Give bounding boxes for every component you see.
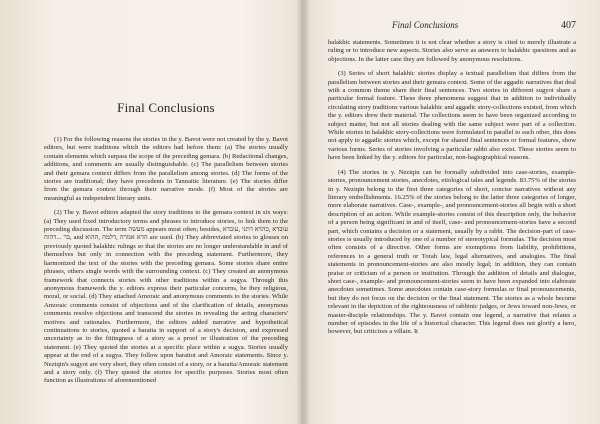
- page-number: 407: [561, 20, 576, 31]
- running-head-title: Final Conclusions: [392, 20, 459, 30]
- paragraph: halakhic statements. Sometimes it is not clear whether a story is cited to merely illustrate a ruling or to introduce new aspects. Stories also serve as answers to halakhic questions and as objections. In the latter case they are followed by anonymous resolutions.: [328, 39, 576, 63]
- paragraph: (4) The stories in y. Neziqin can be formally subdivided into case-stories, example-stories, pronouncement stories, anecdotes, etiological tales and legends. 83.75% of the stories in y. Neziqin belong to the first three categories of short, concise narratives without any literary embellishments. 16.25% of the stories belong to the latter three categories of longer, more elaborate narratives. Case-, example-, and pronouncement-stories all begin with a short description of an action. While example-stories consist of this description only, the behavior of a person being significant in and of itself, case- and pronouncement-stories have a second part, which contains a decision or a statement, usually by a rabbi. The decision-part of case-stories is usually introduced by one of a number of stereotypical formulas. The decision most often consists of a directive. Other forms are exemptions from liability, prohibitions, references to a general truth or Torah law, legal alternatives, and analogies. The final statements in pronouncement-stories are also mostly legal; in addition, they can contain praise or criticism of a person or institution. Through the addition of details and dialogue, short case-, example- and pronouncement-stories seem to have been expanded into elaborate anecdotes sometimes. Some anecdotes contain case-story formulas or final pronouncements, but they do not focus on the decision or the final statement. The stories as a whole become relevant in the depiction of the righteousness of rabbinic judges, or Jews toward non-Jews, or master-disciple relationships. The y. Bavot contain one legend, a narrative that relates a number of episodes in the life of a historical character. This legend does not glorify a hero, however, but criticizes a villain. It: [328, 168, 576, 336]
- running-head: [328, 20, 576, 31]
- paragraph: (3) Series of short halakhic stories display a textual parallelism that differs from the parallelism between stories and their gemara context. Some of the aggadic narratives that deal with a common theme share their final sentences. Two stories in different sugyot share a particular formal feature. These three phenomena suggest that in addition to individually circulating story traditions various halakhic and aggadic story-collections existed, from which the y. editors drew their material. The collections seem to have been organized according to subject matter, but not all stories dealing with the same subject were part of a collection. While stories in halakhic story-collections were formulated in parallel to each other, this does not apply to aggadic stories which, except for shared final sentences or formal features, show various forms. Series of stories involving a particular rabbi also exist. These stories seem to have been linked by the y. editors for particular, non-hagiographical reasons.: [328, 70, 576, 162]
- paragraph: (2) The y. Bavot editors adapted the story traditions to the gemara context in six ways: (a) They used fixed introductory terms and phrases to introduce stories, to link them to the preceding discussion. The term מעשה appears most often; besides, עובדא ,כהדא דתני ,עובדא בר ...דהוה, and הדא אמרה ,דלמה ,ההוא are used. (b) They abbreviated stories to glosses on previously quoted halakhic rulings so that the stories are no longer understandable in and of themselves but only in connection with the preceding statement. Furthermore, they harmonized the text of the stories with the preceding gemara. Some stories share entire phrases, others single words with the surrounding context. (c) They created an anonymous framework that connects stories with other traditions within a sugya. Through this anonymous framework the y. editors express their particular concerns, be they religious, moral, or social. (d) They attached Amoraic and anonymous comments to the stories. While Amoraic comments consist of objections and of the clarification of details, anonymous comments resolve objections and transcend the stories in revealing the acting characters' motives and rationales. Furthermore, the editors added narrative and hypothetical continuations to stories, quoted a baraita in support of a story's decision, and expressed uncertainty as to the fittingness of a story as a proof or illustration of the preceding statement. (e) They quoted the stories at a specific place within a sugya. Stories usually appear at the end of a sugya. They follow upon baraitot and Amoraic statements. Since y. Neziqin's sugyot are very short, they often consist of a story, or a baraita/Amoraic statement and a story only. (f) They quoted the stories for specific purposes. Stories most often function as illustrations of aforementioned: [44, 209, 288, 385]
- paragraph: (1) For the following reasons the stories in the y. Bavot were not created by the y. Bavot editors, but were traditions which the editors had before them: (a) The stories usually contain elements which surpass the scope of the preceding gemara. (b) Redactional changes, additions, and comments are usually distinguishable. (c) The parallelism between stories and their gemara context differs from the parallelism among stories. (d) The forms of the stories are traditional; they have precedents in Tannaitic literature. (e) The stories differ from the gemara context through their narrative mode. (f) Most of the stories are meaningful as independent literary units.: [44, 136, 288, 202]
- chapter-title: Final Conclusions: [117, 100, 215, 115]
- right-page: [302, 0, 600, 424]
